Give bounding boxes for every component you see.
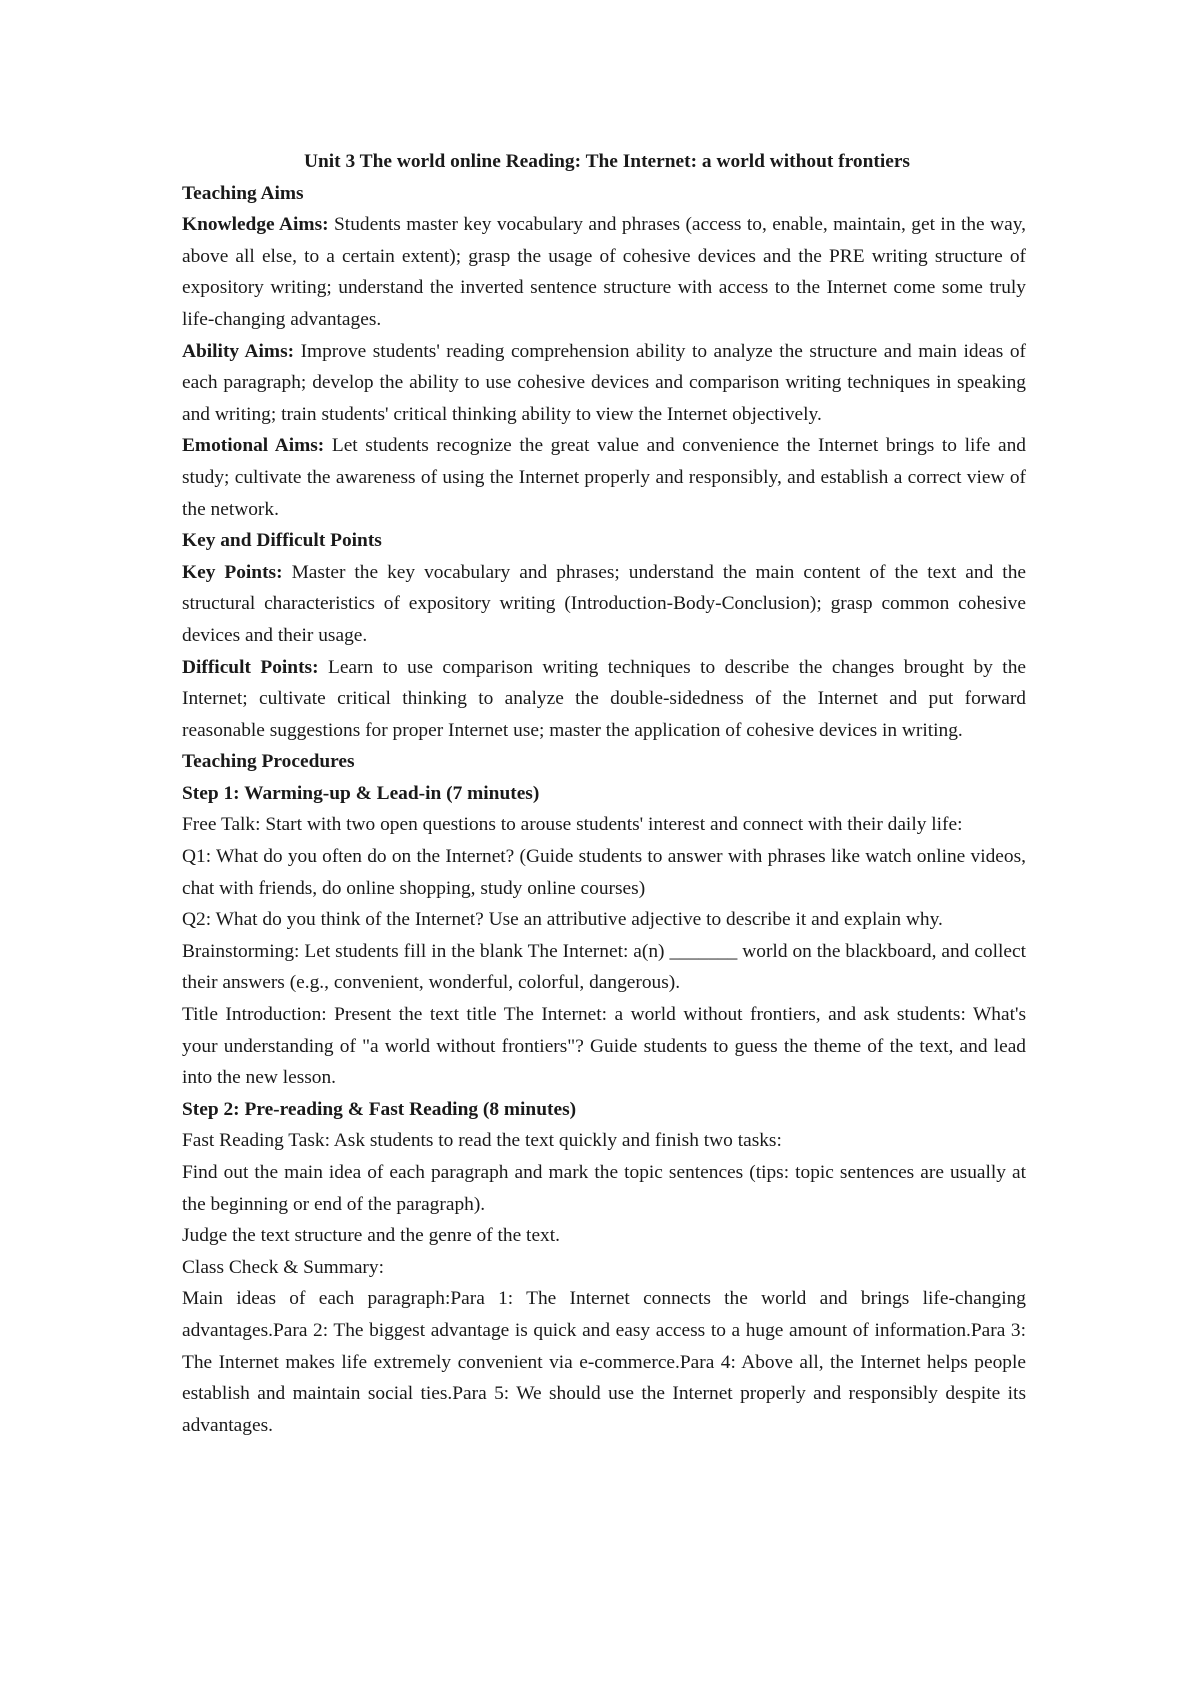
key-points-text: Master the key vocabulary and phrases; understand the main content of the text and the structural characteristics of expository writing (Introduction-Body-Conclusion); grasp common cohesive devices and their usage. [182,561,1026,646]
fast-reading-task-paragraph: Fast Reading Task: Ask students to read the text quickly and finish two tasks: [182,1130,782,1152]
key-difficult-points-heading: Key and Difficult Points [182,530,382,552]
knowledge-aims-paragraph [182,209,1026,335]
knowledge-aims-label: Knowledge Aims: [182,214,329,236]
brainstorming-paragraph: Brainstorming: Let students fill in the blank The Internet: a(n) _______ world on the blackboard, and collect their answers (e.g., convenient, wonderful, colorful, dangerous). [182,940,1026,994]
teaching-aims-heading: Teaching Aims [182,182,304,204]
key-points-paragraph [182,557,1026,652]
difficult-points-label: Difficult Points: [182,656,319,678]
emotional-aims-paragraph [182,430,1026,525]
question1-paragraph: Q1: What do you often do on the Internet? (Guide students to answer with phrases like watch online videos, chat with friends, do online shopping, study online courses) [182,846,1026,899]
knowledge-aims-text: Students master key vocabulary and phrases (access to, enable, maintain, get in the way, above all else, to a certain extent); grasp the usage of cohesive devices and the PRE writing structure of expository writing; understand the inverted sentence structure with access to the Internet come some truly life-changing advantages. [182,214,1026,330]
document-title: Unit 3 The world online Reading: The Internet: a world without frontiers [304,151,910,172]
ability-aims-text: Improve students' reading comprehension ability to analyze the structure and main ideas of each paragraph; develop the ability to use cohesive devices and comparison writing techniques in speaking and writing; train students' critical thinking ability to view the Internet objectively. [182,340,1026,425]
difficult-points-text: Learn to use comparison writing techniques to describe the changes brought by the Internet; cultivate critical thinking to analyze the double-sidedness of the Internet and put forward reasonable suggestions for proper Internet use; master the application of cohesive devices in writing. [182,656,1026,741]
ability-aims-paragraph [182,336,1026,431]
task2-paragraph: Judge the text structure and the genre of the text. [182,1225,560,1247]
step2-heading: Step 2: Pre-reading & Fast Reading (8 minutes) [182,1098,577,1120]
key-points-label: Key Points: [182,561,283,583]
emotional-aims-text: Let students recognize the great value and convenience the Internet brings to life and study; cultivate the awareness of using the Internet properly and responsibly, and establish a correct view of the network. [182,435,1027,520]
class-check-paragraph: Class Check & Summary: [182,1256,384,1278]
question2-paragraph: Q2: What do you think of the Internet? Use an attributive adjective to describe it and explain why. [182,909,943,931]
task1-paragraph: Find out the main idea of each paragraph and mark the topic sentences (tips: topic sentences are usually at the beginning or end of the paragraph). [182,1162,1026,1215]
title-introduction-paragraph: Title Introduction: Present the text title The Internet: a world without frontiers, and ask students: What's your understanding of "a world without frontiers"? Guide students to guess the theme of the text, and lead into the new lesson. [182,1004,1026,1089]
ability-aims-label: Ability Aims: [182,340,295,362]
step1-heading: Step 1: Warming-up & Lead-in (7 minutes) [182,782,540,804]
free-talk-paragraph: Free Talk: Start with two open questions to arouse students' interest and connect with their daily life: [182,814,963,836]
teaching-procedures-heading: Teaching Procedures [182,751,355,773]
document-page [182,146,1026,1441]
difficult-points-paragraph [182,652,1026,747]
emotional-aims-label: Emotional Aims: [182,435,325,457]
main-ideas-paragraph: Main ideas of each paragraph:Para 1: The Internet connects the world and brings life-changing advantages.Para 2: The biggest advantage is quick and easy access to a huge amount of information.Para 3: The Internet makes life extremely convenient via e-commerce.Para 4: Above all, the Internet helps people establish and maintain social ties.Para 5: We should use the Internet properly and responsibly despite its advantages. [182,1288,1026,1436]
